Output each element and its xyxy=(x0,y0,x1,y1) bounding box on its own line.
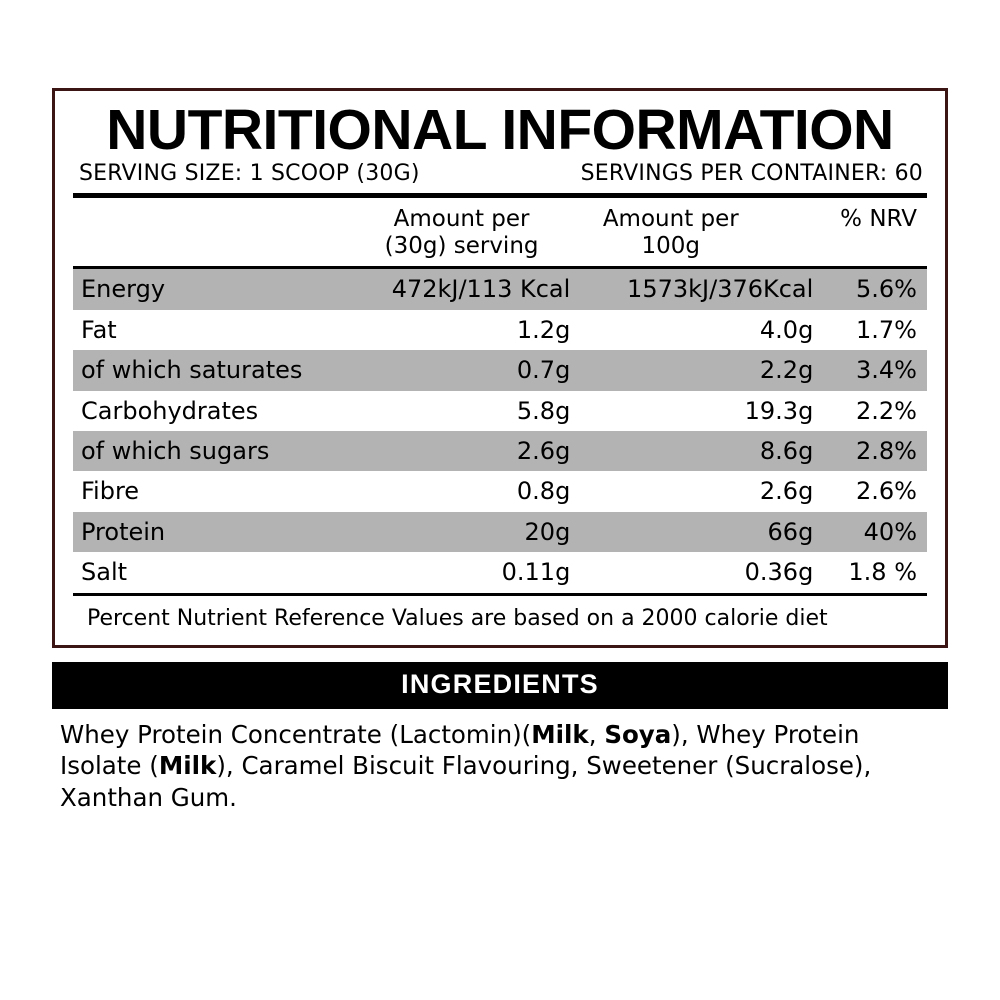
value-nrv: 1.7% xyxy=(856,315,917,344)
value-per-serving: 0.11g xyxy=(501,558,571,587)
nutrition-values-table xyxy=(73,269,927,592)
allergen-highlight: Milk xyxy=(531,719,589,749)
value-per-serving: 2.6g xyxy=(350,431,584,471)
ingredients-heading: INGREDIENTS xyxy=(52,662,948,709)
nutrient-name: Energy xyxy=(73,269,350,309)
table-row xyxy=(73,350,927,390)
column-header-per-serving-line2: (30g) serving xyxy=(384,233,539,260)
nutrition-table xyxy=(73,198,927,266)
serving-info xyxy=(73,161,927,186)
nutrient-name: Fibre xyxy=(81,477,140,506)
table-row xyxy=(73,552,927,592)
value-per-100g: 4.0g xyxy=(759,315,814,344)
column-header-nutrient xyxy=(73,198,355,266)
table-row xyxy=(73,269,927,309)
table-row xyxy=(73,391,927,431)
value-per-100g: 1573kJ/376Kcal xyxy=(584,269,827,309)
value-per-serving: 472kJ/113 Kcal xyxy=(350,269,584,309)
value-nrv: 2.2% xyxy=(856,396,917,425)
value-per-100g: 0.36g xyxy=(744,558,814,587)
nutrient-name: Fat xyxy=(81,315,117,344)
servings-per-container: SERVINGS PER CONTAINER: 60 xyxy=(580,161,923,187)
value-per-serving: 0.7g xyxy=(350,350,584,390)
value-per-100g: 19.3g xyxy=(744,396,814,425)
value-per-serving: 5.8g xyxy=(516,396,571,425)
nutrient-name: Salt xyxy=(81,558,128,587)
ingredient-segment: Whey Protein Concentrate (Lactomin)( xyxy=(60,719,532,749)
value-per-serving: 0.8g xyxy=(516,477,571,506)
value-per-serving: 20g xyxy=(350,512,584,552)
serving-size: SERVING SIZE: 1 SCOOP (30G) xyxy=(79,161,420,187)
nutrition-label xyxy=(52,88,948,814)
ingredient-segment: ), Caramel Biscuit Flavouring, Sweetener (Sucralose), Xanthan Gum. xyxy=(60,751,872,813)
table-body xyxy=(73,269,927,592)
nutrition-panel xyxy=(52,88,948,648)
ingredient-segment: ), Whey Protein Isolate ( xyxy=(60,719,860,781)
column-header-per-100g-line2: 100g xyxy=(641,233,701,260)
value-nrv: 40% xyxy=(827,512,927,552)
column-header-per-100g-line1: Amount per xyxy=(602,206,739,233)
value-per-100g: 2.2g xyxy=(584,350,827,390)
value-nrv: 3.4% xyxy=(827,350,927,390)
allergen-highlight: Milk xyxy=(158,751,217,781)
table-row xyxy=(73,431,927,471)
table-row xyxy=(73,310,927,350)
value-nrv: 2.6% xyxy=(856,477,917,506)
value-nrv: 5.6% xyxy=(827,269,927,309)
nrv-footnote: Percent Nutrient Reference Values are based on a 2000 calorie diet xyxy=(87,605,828,631)
table-row xyxy=(73,471,927,511)
column-header-per-100g xyxy=(568,198,773,266)
column-header-per-serving xyxy=(355,198,569,266)
page-title: NUTRITIONAL INFORMATION xyxy=(106,98,894,162)
allergen-highlight: Soya xyxy=(604,719,672,749)
ingredients-text xyxy=(52,709,948,815)
value-nrv: 2.8% xyxy=(827,431,927,471)
nutrient-name: Protein xyxy=(73,512,350,552)
nutrient-name: of which saturates xyxy=(73,350,350,390)
value-nrv: 1.8 % xyxy=(848,558,917,587)
ingredient-segment: , xyxy=(588,719,605,749)
value-per-100g: 2.6g xyxy=(759,477,814,506)
table-header xyxy=(73,198,927,266)
nutrient-name: Carbohydrates xyxy=(81,396,259,425)
value-per-100g: 8.6g xyxy=(584,431,827,471)
column-header-nrv: % NRV xyxy=(840,206,917,233)
column-header-per-serving-line1: Amount per xyxy=(393,206,530,233)
nutrient-name: of which sugars xyxy=(73,431,350,471)
table-row xyxy=(73,512,927,552)
value-per-100g: 66g xyxy=(584,512,827,552)
value-per-serving: 1.2g xyxy=(516,315,571,344)
